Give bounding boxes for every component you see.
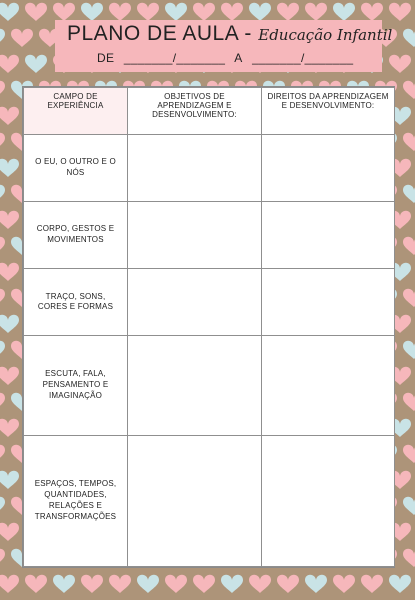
- heart-pattern-icon: [403, 497, 415, 515]
- table-row: [24, 336, 395, 435]
- objetivos-cell[interactable]: [128, 336, 262, 435]
- heart-pattern-icon: [333, 575, 355, 593]
- heart-pattern-icon: [0, 211, 19, 229]
- heart-pattern-icon: [0, 3, 19, 21]
- heart-pattern-icon: [0, 315, 19, 333]
- heart-pattern-icon: [403, 549, 415, 567]
- heart-pattern-icon: [0, 497, 5, 515]
- objetivos-cell[interactable]: [128, 135, 262, 202]
- campo-cell: TRAÇO, SONS, CORES E FORMAS: [24, 269, 128, 336]
- heart-pattern-icon: [305, 575, 327, 593]
- column-header-objetivos: OBJETIVOS DE APRENDIZAGEM E DESENVOLVIMENTO:: [128, 88, 262, 135]
- heart-pattern-icon: [165, 3, 187, 21]
- campo-cell: ESCUTA, FALA, PENSAMENTO E IMAGINAÇÃO: [24, 336, 128, 435]
- heart-pattern-icon: [0, 549, 5, 567]
- table-row: [24, 269, 395, 336]
- heart-pattern-icon: [0, 471, 19, 489]
- lesson-plan-table: [23, 87, 395, 567]
- heart-pattern-icon: [0, 419, 19, 437]
- heart-pattern-icon: [109, 575, 131, 593]
- heart-pattern-icon: [221, 3, 243, 21]
- heart-pattern-icon: [53, 3, 75, 21]
- heart-pattern-icon: [403, 29, 415, 47]
- direitos-cell[interactable]: [262, 135, 395, 202]
- heart-pattern-icon: [0, 575, 19, 593]
- column-header-direitos: DIREITOS DA APRENDIZAGEM E DESENVOLVIMENTO:: [262, 88, 395, 135]
- heart-pattern-icon: [403, 341, 415, 359]
- heart-pattern-icon: [11, 29, 33, 47]
- heart-pattern-icon: [403, 185, 415, 203]
- column-header-campo: CAMPO DE EXPERIÊNCIA: [24, 88, 128, 135]
- heart-pattern-icon: [109, 3, 131, 21]
- heart-pattern-icon: [0, 107, 19, 125]
- heart-pattern-icon: [249, 3, 271, 21]
- date-from-label: DE: [97, 51, 115, 65]
- heart-pattern-icon: [403, 445, 415, 463]
- heart-pattern-icon: [249, 575, 271, 593]
- heart-pattern-icon: [305, 3, 327, 21]
- table-header-row: [24, 88, 395, 135]
- heart-pattern-icon: [0, 185, 5, 203]
- heart-pattern-icon: [403, 393, 415, 411]
- heart-pattern-icon: [0, 81, 5, 99]
- heart-pattern-icon: [389, 3, 411, 21]
- direitos-cell[interactable]: [262, 435, 395, 566]
- heart-pattern-icon: [361, 3, 383, 21]
- title-line: [67, 22, 392, 46]
- campo-cell: ESPAÇOS, TEMPOS, QUANTIDADES, RELAÇÕES E TRANSFORMAÇÕES: [24, 435, 128, 566]
- direitos-cell[interactable]: [262, 336, 395, 435]
- table-row: [24, 202, 395, 269]
- heart-pattern-icon: [0, 55, 19, 73]
- heart-pattern-icon: [0, 445, 5, 463]
- title-box: [55, 20, 393, 72]
- table-row: [24, 135, 395, 202]
- page-title: PLANO DE AULA: [67, 22, 239, 45]
- heart-pattern-icon: [403, 237, 415, 255]
- heart-pattern-icon: [0, 237, 5, 255]
- heart-pattern-icon: [0, 523, 19, 541]
- heart-pattern-icon: [165, 575, 187, 593]
- date-from-field: _______/_______: [123, 51, 226, 65]
- heart-pattern-icon: [0, 341, 5, 359]
- heart-pattern-icon: [361, 575, 383, 593]
- table-row: [24, 435, 395, 566]
- heart-pattern-icon: [0, 367, 19, 385]
- heart-pattern-icon: [193, 575, 215, 593]
- heart-pattern-icon: [25, 575, 47, 593]
- date-to-field: _______/_______: [252, 51, 354, 65]
- campo-cell: O EU, O OUTRO E O NÓS: [24, 135, 128, 202]
- heart-pattern-icon: [389, 55, 411, 73]
- heart-pattern-icon: [0, 393, 5, 411]
- campo-cell: CORPO, GESTOS E MOVIMENTOS: [24, 202, 128, 269]
- page-subtitle: Educação Infantil: [258, 26, 393, 44]
- heart-pattern-icon: [81, 3, 103, 21]
- heart-pattern-icon: [137, 3, 159, 21]
- heart-pattern-icon: [0, 289, 5, 307]
- heart-pattern-icon: [25, 55, 47, 73]
- heart-pattern-icon: [333, 3, 355, 21]
- heart-pattern-icon: [0, 263, 19, 281]
- direitos-cell[interactable]: [262, 269, 395, 336]
- heart-pattern-icon: [403, 81, 415, 99]
- heart-pattern-icon: [403, 133, 415, 151]
- heart-pattern-icon: [403, 289, 415, 307]
- heart-pattern-icon: [25, 3, 47, 21]
- objetivos-cell[interactable]: [128, 202, 262, 269]
- heart-pattern-icon: [277, 3, 299, 21]
- date-to-label: A: [234, 51, 243, 65]
- heart-pattern-icon: [53, 575, 75, 593]
- heart-pattern-icon: [277, 575, 299, 593]
- heart-pattern-icon: [193, 3, 215, 21]
- title-separator: -: [238, 22, 259, 45]
- lesson-plan-sheet: [22, 86, 395, 568]
- heart-pattern-icon: [137, 575, 159, 593]
- heart-pattern-icon: [0, 29, 5, 47]
- direitos-cell[interactable]: [262, 202, 395, 269]
- heart-pattern-icon: [389, 575, 411, 593]
- heart-pattern-icon: [0, 133, 5, 151]
- heart-pattern-icon: [81, 575, 103, 593]
- heart-pattern-icon: [221, 575, 243, 593]
- objetivos-cell[interactable]: [128, 435, 262, 566]
- objetivos-cell[interactable]: [128, 269, 262, 336]
- heart-pattern-icon: [0, 159, 19, 177]
- date-range: [97, 51, 359, 65]
